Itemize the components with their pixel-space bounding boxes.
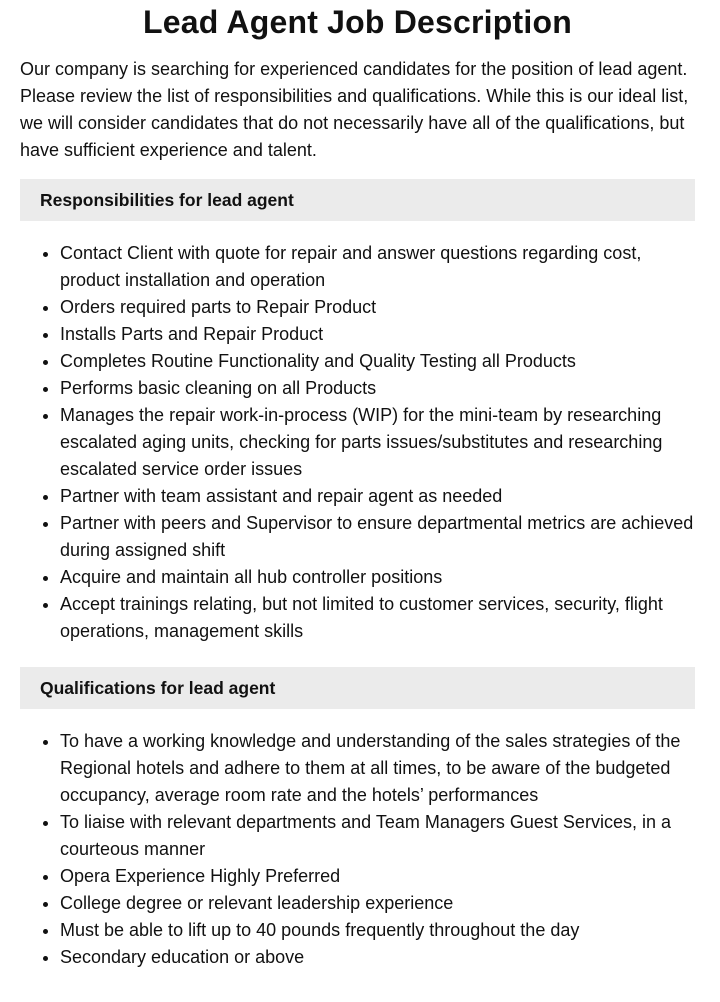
list-item: • Partner with team assistant and repair agent as needed <box>60 483 695 510</box>
page-title: Lead Agent Job Description <box>143 4 572 40</box>
list-item: • Secondary education or above <box>60 944 695 971</box>
list-item: • To have a working knowledge and understanding of the sales strategies of the Regional hotels and adhere to them at all times, to be aware of the budgeted occupancy, average room rate and the hotels’ performances <box>60 728 695 809</box>
list-item: • College degree or relevant leadership experience <box>60 890 695 917</box>
responsibilities-heading: Responsibilities for lead agent <box>20 179 695 221</box>
list-item: • Must be able to lift up to 40 pounds frequently throughout the day <box>60 917 695 944</box>
list-item: • To liaise with relevant departments and Team Managers Guest Services, in a courteous manner <box>60 809 695 863</box>
responsibilities-list <box>20 240 695 645</box>
list-item: • Manages the repair work-in-process (WIP) for the mini-team by researching escalated aging units, checking for parts issues/substitutes and researching escalated service order issues <box>60 402 695 483</box>
list-item: • Performs basic cleaning on all Products <box>60 375 695 402</box>
qualifications-list <box>20 728 695 971</box>
intro-paragraph: Our company is searching for experienced candidates for the position of lead agent. Please review the list of responsibilities and qualifications. While this is our ideal list, we will consider candidates that do not necessarily have all of the qualifications, but have sufficient experience and talent. <box>20 59 689 160</box>
list-item: • Contact Client with quote for repair and answer questions regarding cost, product installation and operation <box>60 240 695 294</box>
qualifications-heading: Qualifications for lead agent <box>20 667 695 709</box>
list-item: • Acquire and maintain all hub controller positions <box>60 564 695 591</box>
list-item: • Orders required parts to Repair Product <box>60 294 695 321</box>
list-item: • Opera Experience Highly Preferred <box>60 863 695 890</box>
list-item: • Partner with peers and Supervisor to ensure departmental metrics are achieved during assigned shift <box>60 510 695 564</box>
list-item: • Installs Parts and Repair Product <box>60 321 695 348</box>
list-item: • Completes Routine Functionality and Quality Testing all Products <box>60 348 695 375</box>
list-item: • Accept trainings relating, but not limited to customer services, security, flight operations, management skills <box>60 591 695 645</box>
